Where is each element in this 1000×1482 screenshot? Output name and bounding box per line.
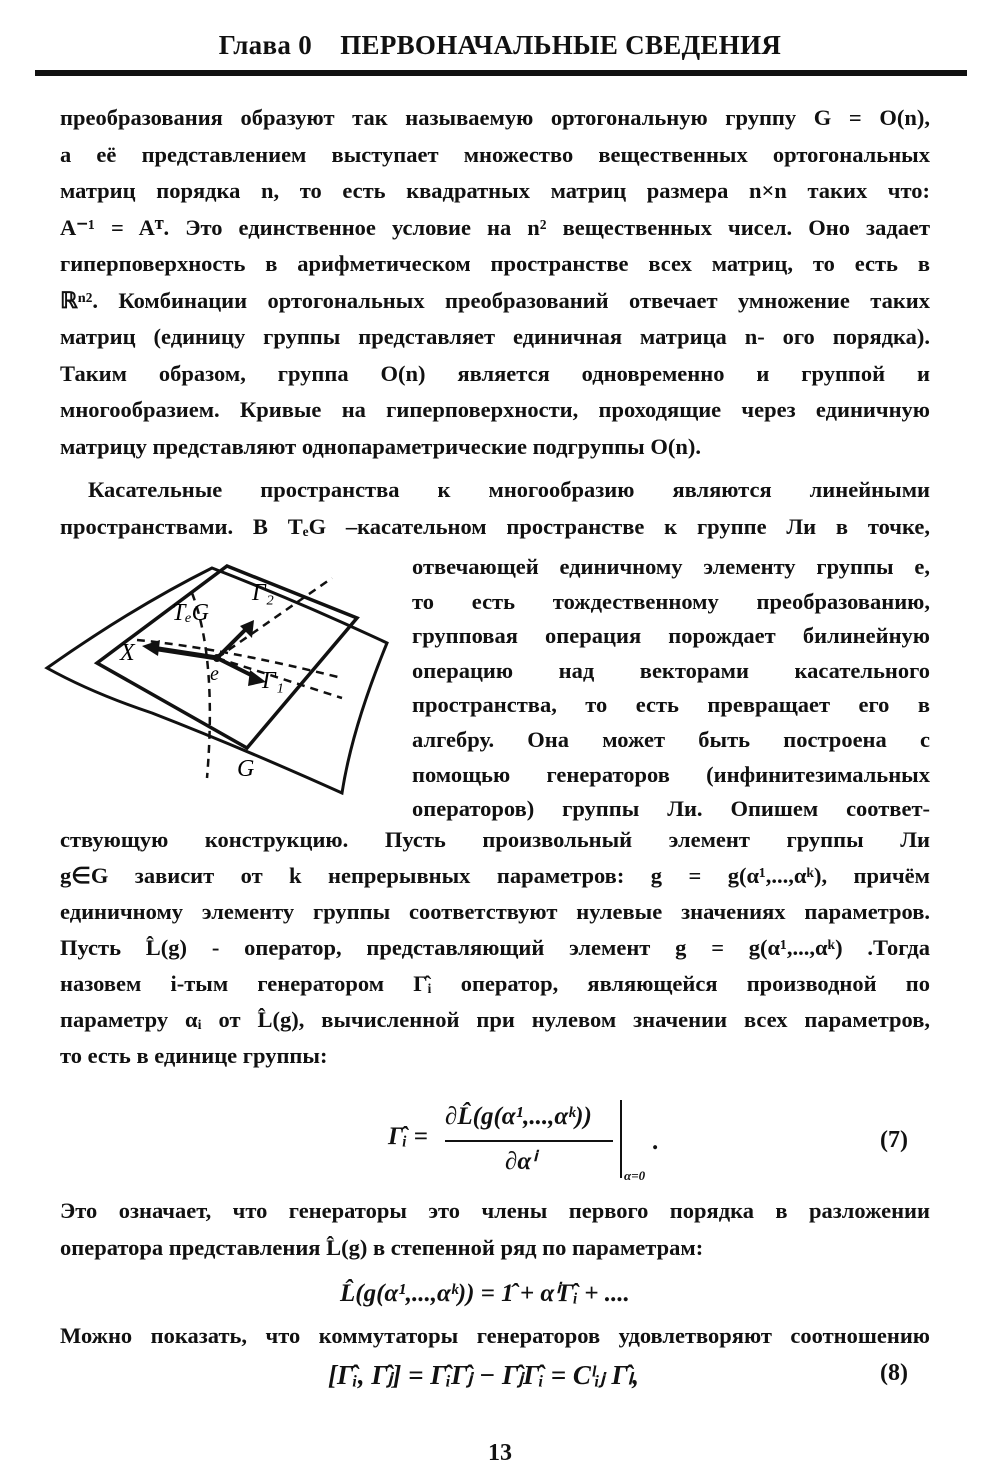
text-line: Касательные пространства к многообразию являются линейными (88, 477, 930, 502)
eq7-evaluation-point: α=0 (624, 1168, 646, 1183)
text-line: назовем i-тым генератором Γ̂ᵢ оператор, являющейся производной по (60, 971, 930, 996)
page-number: 13 (488, 1440, 512, 1466)
text-line: Таким образом, группа O(n) является одновременно и группой и (60, 360, 930, 386)
eq7-lhs: Γ̂ᵢ = (388, 1123, 428, 1150)
text-line: то есть тождественному преобразованию, (412, 588, 930, 614)
eq7-numerator: ∂L̂(g(α¹,...,αᵏ)) (445, 1103, 592, 1130)
text-line: Это означает, что генераторы это члены первого порядка в разложении (60, 1198, 930, 1223)
eq7-fraction-bar (445, 1140, 613, 1142)
text-line: многообразием. Кривые на гиперповерхности, проходящие через единичную (60, 397, 930, 422)
text-line: алгебру. Она может быть построена с (412, 726, 930, 752)
text-line: пространствами. В TₑG –касательном пространстве к группе Ли в точке, (60, 513, 930, 539)
eq7-denominator: ∂αⁱ (505, 1148, 536, 1175)
figure-label-identity: e (210, 663, 219, 685)
text-line: операцию над векторами касательного (412, 657, 930, 683)
equation-series: L̂(g(α¹,...,αᵏ)) = 1̂ + αⁱΓ̂ᵢ + .... (340, 1280, 630, 1307)
figure-label-tangent-space: TₑG (172, 600, 209, 626)
text-line: Можно показать, что коммутаторы генераторов удовлетворяют соотношению (60, 1323, 930, 1348)
text-line: помощью генераторов (инфинитезимальных (412, 761, 930, 787)
paragraph-beside-figure (412, 550, 930, 827)
text-line: матрицу представляют однопараметрические подгруппы O(n). (60, 433, 701, 459)
text-line: то есть в единице группы: (60, 1043, 328, 1068)
paragraph-orthogonal-group (60, 100, 930, 465)
figure-label-group: G (237, 756, 255, 782)
paragraph-expansion (60, 1192, 930, 1266)
text-line: Пусть L̂(g) - оператор, представляющий элемент g = g(α¹,...,αᵏ) .Тогда (60, 935, 930, 960)
tangent-space-figure (42, 548, 402, 812)
text-line: ствующую конструкцию. Пусть произвольный элемент группы Ли (60, 827, 930, 852)
figure-label-gamma-1: Γ₁ (262, 668, 284, 694)
paragraph-commutators (60, 1318, 930, 1355)
figure-label-x: X (120, 640, 135, 666)
eq7-period: . (652, 1128, 659, 1155)
equation-number-7: (7) (880, 1127, 908, 1153)
text-line: ℝⁿ². Комбинации ортогональных преобразований отвечает умножение таких (60, 287, 930, 313)
header-rule (35, 70, 967, 76)
text-line: g∈G зависит от k непрерывных параметров: g = g(α¹,...,αᵏ), причём (60, 863, 930, 888)
running-header (0, 30, 1000, 61)
equation-number-8: (8) (880, 1360, 908, 1386)
eq7-evaluation-bar (620, 1100, 622, 1178)
paragraph-tangent-spaces (60, 472, 930, 545)
text-line: преобразования образуют так называемую ортогональную группу G = O(n), (60, 105, 930, 130)
text-line: операторов) группы Ли. Опишем соответ- (412, 796, 930, 822)
figure-label-gamma-2: Γ₂ (252, 580, 274, 606)
chapter-label: Глава 0 (218, 30, 313, 60)
text-line: гиперповерхность в арифметическом пространстве всех матриц, то есть в (60, 251, 930, 276)
eq8-body: [Γ̂ᵢ, Γ̂ⱼ] = Γ̂ᵢΓ̂ⱼ − Γ̂ⱼΓ̂ᵢ = Cˡᵢⱼ Γ̂ₗ, (328, 1360, 640, 1390)
text-line: параметру αᵢ от L̂(g), вычисленной при нулевом значении всех параметров, (60, 1007, 930, 1032)
text-line: A⁻¹ = Aᵀ. Это единственное условие на n² вещественных чисел. Оно задает (60, 214, 930, 240)
text-line: матриц порядка n, то есть квадратных матриц размера n×n таких что: (60, 178, 930, 203)
text-line: пространства, то есть превращает его в (412, 692, 930, 718)
text-line: а её представлением выступает множество вещественных ортогональных (60, 141, 930, 167)
text-line: матриц (единицу группы представляет единичная матрица n- ого порядка). (60, 324, 930, 349)
chapter-title: ПЕРВОНАЧАЛЬНЫЕ СВЕДЕНИЯ (340, 30, 782, 60)
text-line: оператора представления L̂(g) в степенной ряд по параметрам: (60, 1235, 704, 1260)
text-line: единичному элементу группы соответствуют нулевые значениях параметров. (60, 899, 930, 924)
text-line: групповая операция порождает билинейную (412, 623, 930, 649)
text-line: отвечающей единичному элементу группы e, (412, 554, 930, 579)
paragraph-generators (60, 822, 930, 1074)
